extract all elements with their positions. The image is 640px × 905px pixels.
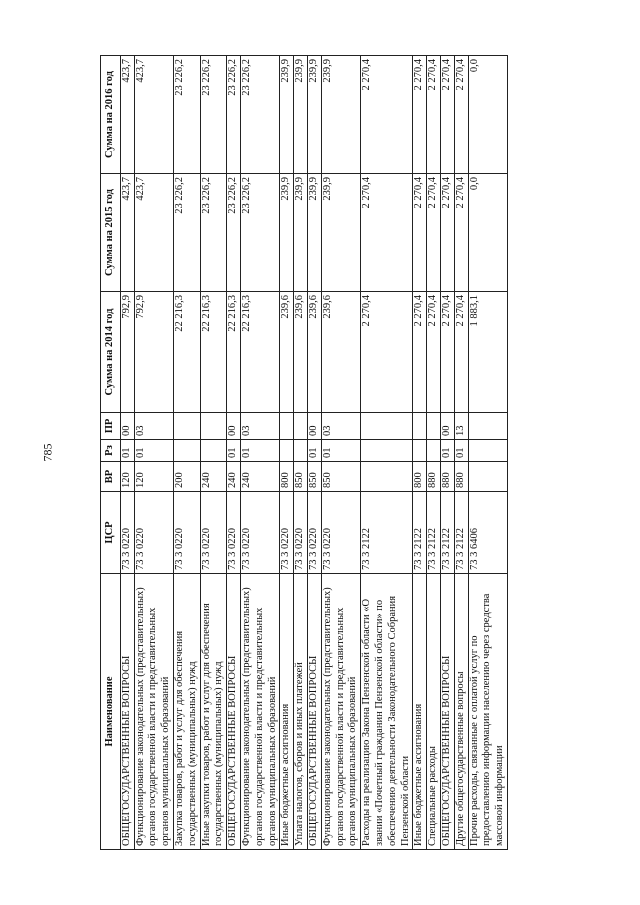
cell-pr: 00 [227, 413, 241, 440]
header-2014: Сумма на 2014 год [101, 292, 121, 413]
table-row [307, 56, 321, 850]
cell-vr [468, 462, 507, 492]
table-row [361, 56, 413, 850]
cell-vr: 240 [240, 462, 279, 492]
cell-2016: 423,7 [120, 56, 134, 174]
cell-2014: 2 270,4 [413, 292, 427, 413]
cell-csr: 73 3 0220 [280, 492, 294, 574]
cell-vr: 800 [280, 462, 294, 492]
cell-pr [200, 413, 227, 440]
page-number: 785 [40, 443, 55, 462]
table-row [294, 56, 308, 850]
cell-name: Иные закупки товаров, работ и услуг для обеспечения государственных (муниципальных) нужд [200, 574, 227, 850]
cell-2015: 239,9 [321, 174, 360, 292]
cell-2015: 2 270,4 [361, 174, 413, 292]
cell-2014: 2 270,4 [454, 292, 468, 413]
cell-2014: 22 216,3 [173, 292, 200, 413]
cell-2015: 23 226,2 [173, 174, 200, 292]
table-row [413, 56, 427, 850]
cell-2015: 23 226,2 [227, 174, 241, 292]
table-row [227, 56, 241, 850]
cell-pr [294, 413, 308, 440]
table-row [468, 56, 507, 850]
cell-2015: 2 270,4 [413, 174, 427, 292]
cell-name: Другие общегосударственные вопросы [454, 574, 468, 850]
cell-pr: 13 [454, 413, 468, 440]
cell-vr: 240 [200, 462, 227, 492]
cell-name: Функционирование законодательных (представительных) органов государственной власти и представительных органов муниципальных образований [240, 574, 279, 850]
table-row [200, 56, 227, 850]
cell-name: Функционирование законодательных (представительных) органов государственной власти и представительных органов муниципальных образований [321, 574, 360, 850]
cell-pr: 03 [134, 413, 173, 440]
cell-name: Закупка товаров, работ и услуг для обеспечения государственных (муниципальных) нужд [173, 574, 200, 850]
table-row [120, 56, 134, 850]
cell-2016: 239,9 [321, 56, 360, 174]
cell-2015: 239,9 [280, 174, 294, 292]
cell-name: ОБЩЕГОСУДАРСТВЕННЫЕ ВОПРОСЫ [307, 574, 321, 850]
cell-rz [294, 440, 308, 462]
cell-name: Специальные расходы [427, 574, 441, 850]
header-rz: Рз [101, 440, 121, 462]
cell-2016: 2 270,4 [413, 56, 427, 174]
cell-2014: 239,6 [321, 292, 360, 413]
cell-pr [173, 413, 200, 440]
header-2015: Сумма на 2015 год [101, 174, 121, 292]
cell-2015: 23 226,2 [240, 174, 279, 292]
cell-2014: 1 883,1 [468, 292, 507, 413]
cell-2016: 2 270,4 [454, 56, 468, 174]
cell-rz [361, 440, 413, 462]
cell-rz: 01 [307, 440, 321, 462]
cell-2015: 239,9 [307, 174, 321, 292]
cell-rz: 01 [240, 440, 279, 462]
cell-vr: 240 [227, 462, 241, 492]
cell-2016: 23 226,2 [227, 56, 241, 174]
cell-vr: 120 [134, 462, 173, 492]
cell-2015: 423,7 [120, 174, 134, 292]
cell-csr: 73 3 0220 [321, 492, 360, 574]
cell-2015: 423,7 [134, 174, 173, 292]
cell-2014: 2 270,4 [440, 292, 454, 413]
table-row [440, 56, 454, 850]
cell-2014: 239,6 [294, 292, 308, 413]
cell-name: ОБЩЕГОСУДАРСТВЕННЫЕ ВОПРОСЫ [120, 574, 134, 850]
cell-rz [413, 440, 427, 462]
table-row [321, 56, 360, 850]
cell-csr: 73 3 0220 [134, 492, 173, 574]
cell-name: Функционирование законодательных (представительных) органов государственной власти и представительных органов муниципальных образований [134, 574, 173, 850]
cell-2016: 23 226,2 [240, 56, 279, 174]
cell-vr [361, 462, 413, 492]
cell-2016: 2 270,4 [427, 56, 441, 174]
cell-rz [427, 440, 441, 462]
table-row [173, 56, 200, 850]
cell-2016: 423,7 [134, 56, 173, 174]
cell-pr: 03 [321, 413, 360, 440]
header-csr: ЦСР [101, 492, 121, 574]
cell-2015: 239,9 [294, 174, 308, 292]
cell-csr: 73 3 2122 [440, 492, 454, 574]
cell-2014: 792,9 [134, 292, 173, 413]
header-2016: Сумма на 2016 год [101, 56, 121, 174]
cell-csr: 73 3 0220 [120, 492, 134, 574]
cell-rz [468, 440, 507, 462]
cell-2016: 0,0 [468, 56, 507, 174]
cell-rz: 01 [227, 440, 241, 462]
cell-2016: 239,9 [294, 56, 308, 174]
cell-2015: 23 226,2 [200, 174, 227, 292]
cell-rz: 01 [321, 440, 360, 462]
cell-2015: 0,0 [468, 174, 507, 292]
cell-pr: 00 [307, 413, 321, 440]
cell-pr: 00 [440, 413, 454, 440]
cell-2014: 22 216,3 [227, 292, 241, 413]
header-name: Наименование [101, 574, 121, 850]
cell-2016: 23 226,2 [200, 56, 227, 174]
cell-vr: 800 [413, 462, 427, 492]
table-row [134, 56, 173, 850]
cell-vr: 850 [321, 462, 360, 492]
cell-csr: 73 3 0220 [240, 492, 279, 574]
table-row [280, 56, 294, 850]
cell-rz: 01 [134, 440, 173, 462]
table-body [120, 56, 507, 850]
cell-pr: 03 [240, 413, 279, 440]
table-row [427, 56, 441, 850]
cell-csr: 73 3 0220 [200, 492, 227, 574]
cell-pr [361, 413, 413, 440]
cell-pr [280, 413, 294, 440]
cell-name: ОБЩЕГОСУДАРСТВЕННЫЕ ВОПРОСЫ [227, 574, 241, 850]
cell-2016: 2 270,4 [440, 56, 454, 174]
cell-name: Иные бюджетные ассигнования [413, 574, 427, 850]
cell-2014: 239,6 [307, 292, 321, 413]
cell-vr: 200 [173, 462, 200, 492]
cell-vr: 880 [440, 462, 454, 492]
cell-vr: 850 [294, 462, 308, 492]
rotated-table-container [100, 56, 600, 850]
header-vr: ВР [101, 462, 121, 492]
cell-2014: 239,6 [280, 292, 294, 413]
table-row [454, 56, 468, 850]
cell-2014: 2 270,4 [427, 292, 441, 413]
cell-2014: 22 216,3 [240, 292, 279, 413]
cell-vr: 850 [307, 462, 321, 492]
cell-2014: 22 216,3 [200, 292, 227, 413]
header-row [101, 56, 121, 850]
cell-rz [173, 440, 200, 462]
cell-rz: 01 [120, 440, 134, 462]
cell-csr: 73 3 0220 [307, 492, 321, 574]
table-row [240, 56, 279, 850]
cell-2016: 239,9 [307, 56, 321, 174]
cell-2015: 2 270,4 [454, 174, 468, 292]
cell-vr: 880 [454, 462, 468, 492]
cell-rz: 01 [440, 440, 454, 462]
cell-name: ОБЩЕГОСУДАРСТВЕННЫЕ ВОПРОСЫ [440, 574, 454, 850]
cell-2015: 2 270,4 [427, 174, 441, 292]
cell-rz [280, 440, 294, 462]
budget-table [100, 55, 508, 850]
cell-pr: 00 [120, 413, 134, 440]
cell-2016: 23 226,2 [173, 56, 200, 174]
cell-name: Уплата налогов, сборов и иных платежей [294, 574, 308, 850]
cell-csr: 73 3 2122 [454, 492, 468, 574]
cell-pr [468, 413, 507, 440]
cell-pr [413, 413, 427, 440]
cell-csr: 73 3 6406 [468, 492, 507, 574]
cell-vr: 880 [427, 462, 441, 492]
cell-rz [200, 440, 227, 462]
cell-name: Иные бюджетные ассигнования [280, 574, 294, 850]
cell-csr: 73 3 0220 [294, 492, 308, 574]
cell-vr: 120 [120, 462, 134, 492]
cell-name: Расходы на реализацию Закона Пензенской области «О звании «Почетный гражданин Пензенской области» по обеспечению деятельности Законодательного Собрания Пензенской области [361, 574, 413, 850]
cell-rz: 01 [454, 440, 468, 462]
page-number-container [30, 0, 66, 905]
cell-csr: 73 3 2122 [427, 492, 441, 574]
header-pr: ПР [101, 413, 121, 440]
cell-csr: 73 3 0220 [227, 492, 241, 574]
cell-2014: 792,9 [120, 292, 134, 413]
cell-csr: 73 3 2122 [361, 492, 413, 574]
cell-name: Прочие расходы, связанные с оплатой услуг по предоставлению информации населению через средства массовой информации [468, 574, 507, 850]
cell-2015: 2 270,4 [440, 174, 454, 292]
cell-2014: 2 270,4 [361, 292, 413, 413]
cell-csr: 73 3 0220 [173, 492, 200, 574]
cell-csr: 73 3 2122 [413, 492, 427, 574]
cell-2016: 2 270,4 [361, 56, 413, 174]
cell-pr [427, 413, 441, 440]
cell-2016: 239,9 [280, 56, 294, 174]
